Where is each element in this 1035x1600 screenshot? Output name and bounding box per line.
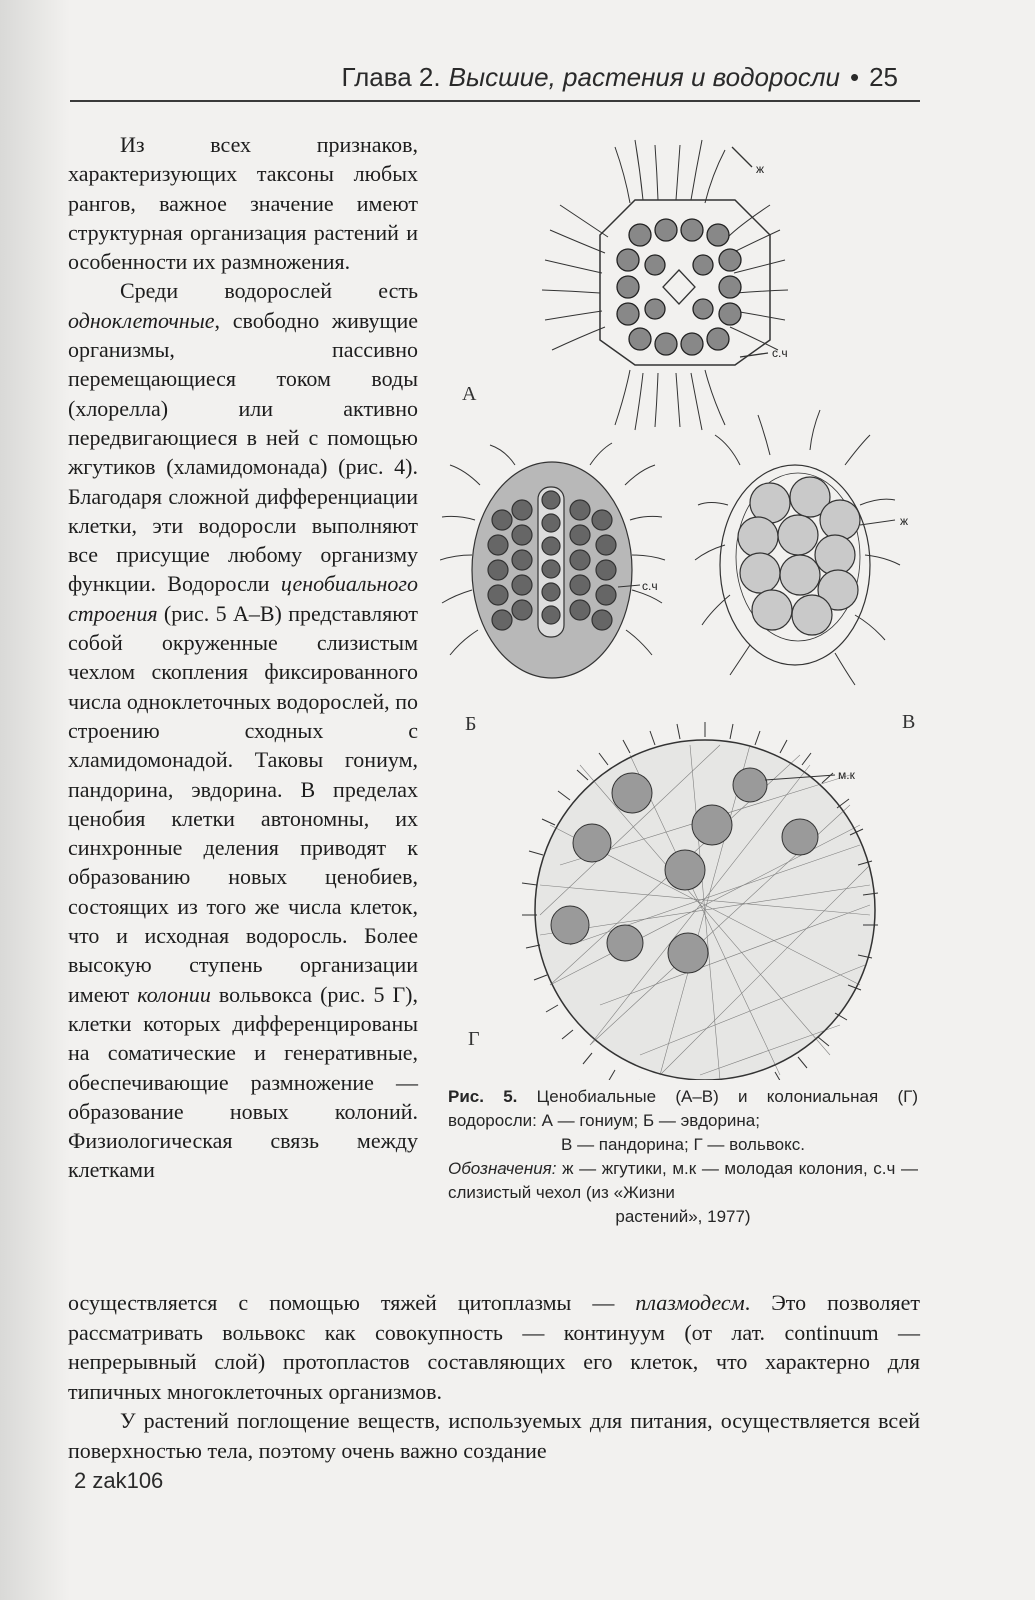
running-header — [70, 62, 920, 98]
letter-g: Г — [468, 1028, 480, 1050]
caption-figure-number: Рис. 5. — [448, 1087, 518, 1106]
legend-heading: Обозначения: — [448, 1159, 557, 1178]
footer-code: 2 zak106 — [74, 1468, 164, 1493]
eudorina-drawing — [440, 443, 665, 678]
figure-illustration — [440, 125, 930, 1080]
text-run: осуществляется с помощью тяжей цитоплазмы — — [68, 1290, 636, 1315]
label-flagella-a: ж — [756, 162, 765, 176]
paragraph-taxa: Из всех признаков, характеризующих таксоны любых рангов, важное значение имеют структурная организация растений и особенности их размножения. — [68, 132, 418, 275]
caption-main — [448, 1085, 918, 1157]
term-unicellular: одноклеточные — [68, 307, 215, 333]
letter-b: Б — [465, 713, 477, 735]
text-run: , свободно живущие организмы, пассивно перемещающиеся током воды (хлорелла) или активно передвигающиеся в ней с помощью жгутиков (хламидомонада) (рис. 4). Благодаря сложной дифференциации клетки, эти водоросли выполняют все присущие любому организму функции. Водоросли — [68, 307, 418, 597]
header-title: Высшие, растения и водоросли — [448, 62, 840, 92]
text-run: вольвокса (рис. 5 Г), клетки которых дифференцированы на соматические и генеративные, обеспечивающие размножение — образование новых колоний. Физиологическая связь между клетками — [68, 981, 418, 1183]
text-run: Среди водорослей есть — [120, 278, 418, 304]
term-coenobial: ценобиального строения — [68, 571, 418, 626]
page-edge-shadow — [0, 0, 70, 1600]
caption-legend — [448, 1157, 918, 1229]
header-text — [341, 62, 898, 93]
legend-text: ж — жгутики, м.к — молодая колония, с.ч — слизистый чехол (из «Жизни — [448, 1159, 918, 1202]
paragraph-algae — [68, 276, 418, 1184]
paragraph-continuation — [68, 1288, 920, 1406]
label-young-colony: м.к — [838, 768, 855, 782]
caption-text: Ценобиальные (А–В) и колониальная (Г) водоросли: А — гониум; Б — эвдорина; — [448, 1087, 918, 1130]
header-rule — [70, 100, 920, 102]
volvox-drawing — [522, 722, 878, 1080]
pandorina-drawing — [695, 410, 900, 685]
figure-caption — [448, 1085, 918, 1229]
text-run: . Это позволяет рассматривать вольвокс как совокупность — континуум (от лат. continuum — непрерывный слой) протопластов составляющих его клеток, что характерно для типичных многоклеточных организмов. — [68, 1290, 920, 1404]
figure-5 — [440, 125, 930, 1080]
paragraph-nutrition: У растений поглощение веществ, используемых для питания, осуществляется всей поверхностью тела, поэтому очень важно создание — [68, 1408, 920, 1463]
term-plasmodesmata: плазмодесм — [635, 1290, 745, 1315]
label-flagella-c: ж — [900, 514, 909, 528]
label-sheath-b: с.ч — [642, 579, 658, 593]
text-run: (рис. 5 А–В) представляют собой окруженные слизистым чехлом скопления фиксированного числа одноклеточных водорослей, по строению сходных с хламидомонадой. Таковы гониум, пандорина, эвдорина. В пределах ценобия клетки автономны, их синхронные деления приводят к образованию новых ценобиев, состоящих из того же числа клеток, что и исходная водоросль. Более высокую ступень организации имеют — [68, 600, 418, 1007]
term-colonies: колонии — [137, 981, 211, 1007]
header-chapter: Глава 2. — [341, 62, 441, 92]
legend-end: растений», 1977) — [615, 1207, 751, 1226]
full-width-text — [68, 1288, 920, 1465]
label-sheath-a: с.ч — [772, 346, 788, 360]
caption-line2: В — пандорина; Г — вольвокс. — [561, 1135, 805, 1154]
letter-a: А — [462, 383, 477, 405]
left-text-column — [68, 130, 418, 1185]
gonium-drawing — [542, 140, 788, 430]
header-bullet: • — [849, 62, 860, 92]
page-number: 25 — [869, 62, 898, 92]
letter-v: В — [902, 711, 916, 733]
